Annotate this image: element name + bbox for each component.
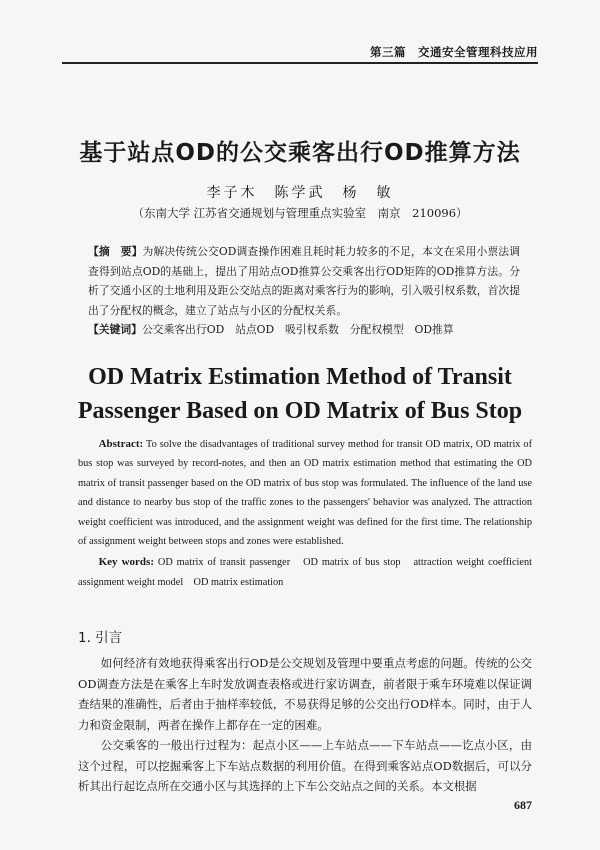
keywords-cn: [88, 320, 520, 340]
body-paragraph: 如何经济有效地获得乘客出行OD是公交规划及管理中要重点考虑的问题。传统的公交OD调查方法是在乘客上车时发放调查表格或进行家访调查，前者限于乘车环境难以保证调查结果的准确性，后者由于抽样率较低，不易获得足够的公交出行OD样本。同时，由于人力和资金限制，两者在操作上都存在一定的困难。: [78, 656, 532, 732]
english-title: OD Matrix Estimation Method of Transit Passenger Based on OD Matrix of Bus Stop: [77, 364, 523, 424]
abstract-en-label: Abstract:: [98, 438, 144, 450]
keywords-en-text: OD matrix of transit passenger OD matrix of bus stop attraction weight coefficient assignment weight model OD matrix estimation: [78, 557, 543, 588]
running-head: 第三篇 交通安全管理科技应用: [370, 45, 538, 59]
section-heading: 1. 引言: [78, 630, 123, 646]
abstract-english: [78, 435, 543, 592]
paper-title: 基于站点OD的公交乘客出行OD推算方法: [79, 140, 521, 166]
abstract-cn-text: 为解决传统公交OD调查操作困难且耗时耗力较多的不足，本文在采用小票法调查得到站点OD的基础上，提出了用站点OD推算公交乘客出行OD矩阵的OD推算方法。分析了交通小区的土地利用及距公交站点的距离对乘客行为的影响，引入吸引权系数，首次提出了分配权的概念，建立了站点与小区的分配权关系。: [88, 245, 520, 317]
keywords-cn-text: 公交乘客出行OD 站点OD 吸引权系数 分配权模型 OD推算: [141, 323, 454, 336]
keywords-en-label: Key words:: [98, 556, 154, 569]
page-number: 687: [514, 798, 532, 812]
abstract-cn-body: [88, 242, 520, 320]
body-paragraph: 公交乘客的一般出行过程为：起点小区——上车站点——下车站点——讫点小区，由这个过程，可以挖掘乘客上下车站点数据的利用价值。在得到乘客站点OD数据后，可以分析其出行起讫点所在交通小区与其选择的上下车公交站点之间的关系。本文根据: [78, 738, 532, 793]
section-body: [78, 653, 532, 797]
abstract-en-body: [78, 435, 532, 551]
affiliation: （东南大学 江苏省交通规划与管理重点实验室 南京 210096）: [132, 206, 468, 220]
keywords-cn-label: 【关键词】: [88, 323, 142, 336]
authors: 李子木 陈学武 杨 敏: [206, 185, 394, 201]
abstract-cn-label: 【摘 要】: [88, 245, 143, 258]
abstract-chinese: [88, 242, 520, 340]
keywords-en: [78, 553, 543, 592]
abstract-en-text: To solve the disadvantages of traditional survey method for transit OD matrix, OD matrix of bus stop was surveyed by record-notes, and then an OD matrix estimation method that estimating the OD matrix of transit passenger based on the OD matrix of bus stop was formulated. The influence of the land use and distance to nearby bus stop of the traffic zones to the passengers' behavior was analyzed. The attraction weight coefficient was introduced, and the assignment weight was defined for the first time. The relationship of assignment weight between stops and zones were established.: [78, 439, 533, 548]
header-rule: [62, 62, 538, 64]
